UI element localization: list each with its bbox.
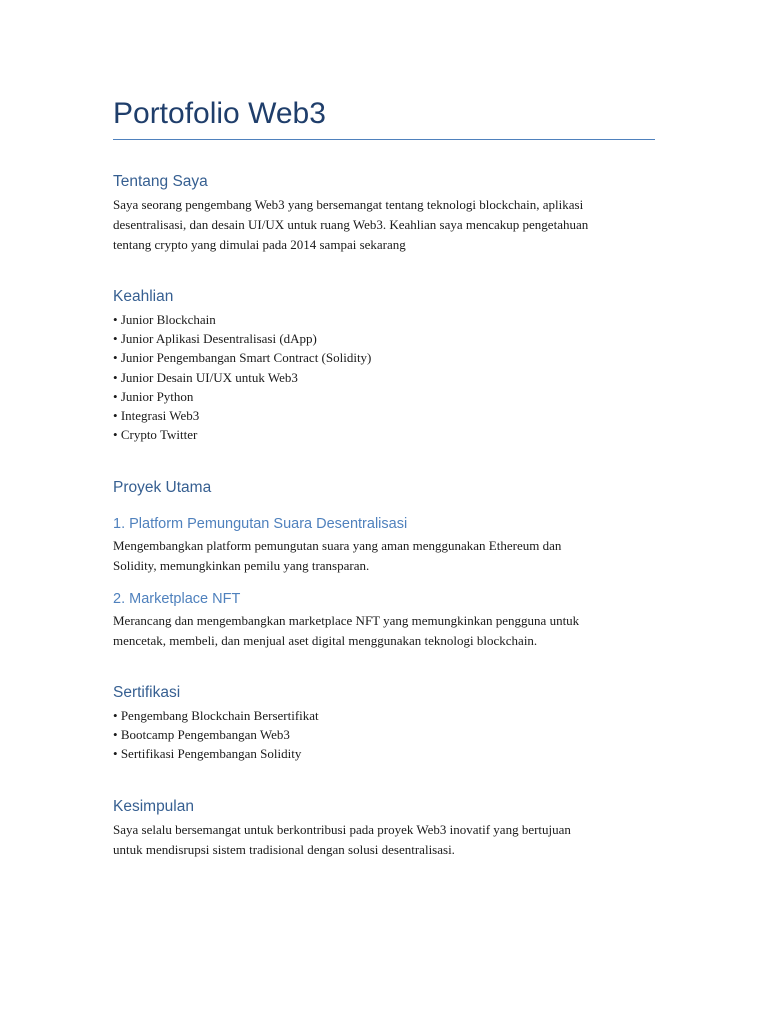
- conclusion-line: Saya selalu bersemangat untuk berkontribusi pada proyek Web3 inovatif yang bertujuan: [113, 822, 571, 837]
- list-item: • Integrasi Web3: [113, 406, 371, 425]
- skills-heading: Keahlian: [113, 288, 174, 305]
- project-description-line: Mengembangkan platform pemungutan suara yang aman menggunakan Ethereum dan: [113, 538, 562, 553]
- project-description-line: mencetak, membeli, dan menjual aset digital menggunakan teknologi blockchain.: [113, 633, 538, 648]
- about-line: desentralisasi, dan desain UI/UX untuk ruang Web3. Keahlian saya mencakup pengetahuan: [113, 217, 589, 232]
- project-description-line: Solidity, memungkinkan pemilu yang transparan.: [113, 558, 370, 573]
- project-title: 2. Marketplace NFT: [113, 591, 241, 607]
- about-line: tentang crypto yang dimulai pada 2014 sampai sekarang: [113, 237, 406, 252]
- certifications-list: [113, 706, 319, 764]
- certifications-heading: Sertifikasi: [113, 684, 181, 701]
- about-paragraph: [113, 195, 655, 255]
- list-item: • Crypto Twitter: [113, 425, 371, 444]
- about-line: Saya seorang pengembang Web3 yang bersemangat tentang teknologi blockchain, aplikasi: [113, 197, 584, 212]
- title-underline: [113, 139, 655, 140]
- conclusion-heading: Kesimpulan: [113, 798, 194, 815]
- list-item: • Pengembang Blockchain Bersertifikat: [113, 706, 319, 725]
- conclusion-paragraph: [113, 820, 655, 860]
- list-item: • Junior Python: [113, 387, 371, 406]
- list-item: • Junior Pengembangan Smart Contract (Solidity): [113, 348, 371, 367]
- skills-list: [113, 310, 371, 444]
- list-item: • Junior Aplikasi Desentralisasi (dApp): [113, 329, 371, 348]
- conclusion-line: untuk mendisrupsi sistem tradisional dengan solusi desentralisasi.: [113, 842, 455, 857]
- list-item: • Junior Blockchain: [113, 310, 371, 329]
- about-heading: Tentang Saya: [113, 173, 208, 190]
- list-item: • Bootcamp Pengembangan Web3: [113, 725, 319, 744]
- project-description: [113, 611, 655, 651]
- list-item: • Junior Desain UI/UX untuk Web3: [113, 368, 371, 387]
- list-item: • Sertifikasi Pengembangan Solidity: [113, 744, 319, 763]
- projects-heading: Proyek Utama: [113, 479, 212, 496]
- project-title: 1. Platform Pemungutan Suara Desentralisasi: [113, 516, 408, 532]
- project-description-line: Merancang dan mengembangkan marketplace NFT yang memungkinkan pengguna untuk: [113, 613, 580, 628]
- page-title: Portofolio Web3: [113, 97, 326, 130]
- project-description: [113, 536, 655, 576]
